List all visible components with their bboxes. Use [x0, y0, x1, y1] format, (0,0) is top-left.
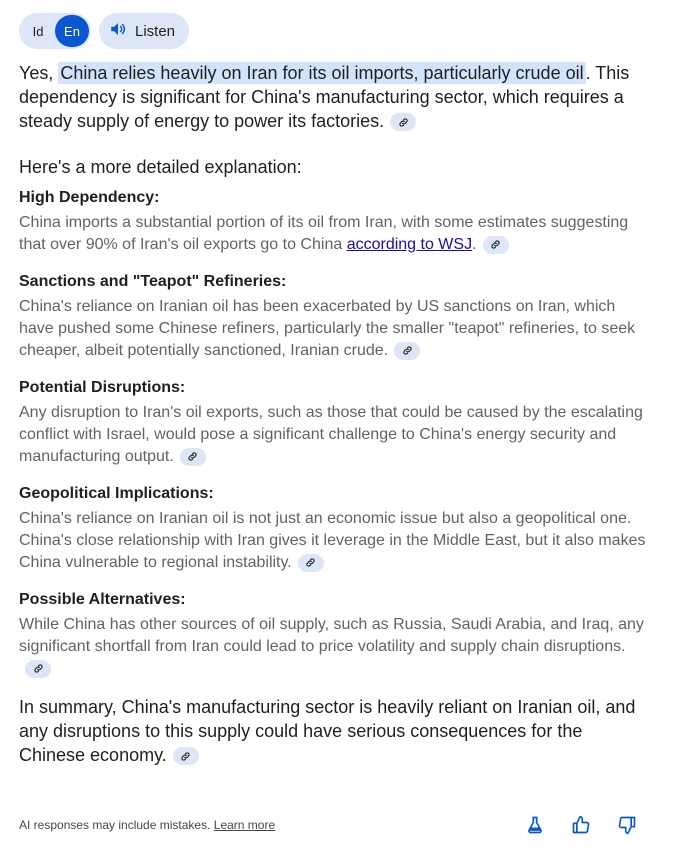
- section-body: [19, 296, 651, 362]
- section-title: Geopolitical Implications:: [19, 485, 214, 502]
- ai-answer: [19, 61, 651, 767]
- section-text-end: .: [472, 236, 477, 253]
- citation-link-icon[interactable]: [394, 342, 420, 360]
- section-text: China's reliance on Iranian oil has been exacerbated by US sanctions on Iran, which have pushed some Chinese refiners, particularly the smaller "teapot" refineries, to seek cheaper, albeit potentially sanctioned, Iranian crude.: [19, 298, 636, 359]
- citation-link-icon[interactable]: [483, 236, 509, 254]
- flask-icon[interactable]: [523, 813, 547, 837]
- section-body: [19, 508, 651, 574]
- listen-button[interactable]: [99, 13, 189, 49]
- language-toggle[interactable]: [19, 13, 91, 49]
- section-disruptions: [19, 377, 651, 468]
- source-link[interactable]: according to WSJ: [346, 236, 473, 253]
- lang-option-en[interactable]: En: [55, 15, 89, 47]
- intro-text: Here's a more detailed explanation:: [19, 157, 302, 177]
- lead-highlight: China relies heavily on Iran for its oil imports, particularly crude oil: [60, 63, 584, 83]
- thumbs-down-icon[interactable]: [615, 813, 639, 837]
- citation-link-icon[interactable]: [298, 554, 324, 572]
- section-title: Possible Alternatives:: [19, 591, 186, 608]
- section-high-dependency: [19, 187, 651, 256]
- lang-option-id[interactable]: Id: [32, 23, 44, 39]
- section-text: China imports a substantial portion of its oil from Iran, with some estimates suggesting that over 90% of Iran's oil exports go to China: [19, 214, 629, 253]
- feedback-actions: [523, 813, 639, 837]
- answer-lead: [19, 61, 651, 133]
- section-text: While China has other sources of oil supply, such as Russia, Saudi Arabia, and Iraq, any significant shortfall from Iran could lead to price volatility and supply chain disruptions.: [19, 616, 644, 655]
- section-body: [19, 212, 651, 256]
- section-alternatives: [19, 589, 651, 680]
- section-body: [19, 614, 651, 680]
- lead-prefix: Yes,: [19, 63, 59, 83]
- section-title: Sanctions and "Teapot" Refineries:: [19, 273, 287, 290]
- section-text: China's reliance on Iranian oil is not just an economic issue but also a geopolitical one. China's close relationship with Iran gives it leverage in the Middle East, but it also makes China vulnerable to regional instability.: [19, 510, 646, 571]
- section-geopolitical: [19, 483, 651, 574]
- listen-label: Listen: [135, 22, 176, 40]
- thumbs-up-icon[interactable]: [569, 813, 593, 837]
- speaker-icon: [109, 20, 127, 42]
- top-bar: [19, 13, 189, 49]
- summary-text: In summary, China's manufacturing sector is heavily reliant on Iranian oil, and any disruptions to this supply could have serious consequences for the Chinese economy.: [19, 697, 636, 765]
- answer-footer: [19, 811, 639, 839]
- section-body: [19, 402, 651, 468]
- disclaimer: [19, 818, 275, 832]
- citation-link-icon[interactable]: [173, 747, 199, 765]
- lead-suffix: . This dependency is significant for China's manufacturing sector, which requires a steady supply of energy to power its factories.: [19, 63, 630, 131]
- answer-summary: [19, 695, 651, 767]
- citation-link-icon[interactable]: [25, 660, 51, 678]
- citation-link-icon[interactable]: [390, 113, 416, 131]
- section-title: Potential Disruptions:: [19, 379, 186, 396]
- section-title: High Dependency:: [19, 189, 160, 206]
- citation-link-icon[interactable]: [180, 448, 206, 466]
- learn-more-link[interactable]: Learn more: [213, 818, 276, 832]
- section-sanctions: [19, 271, 651, 362]
- section-text: Any disruption to Iran's oil exports, such as those that could be caused by the escalating conflict with Israel, would pose a significant challenge to China's energy security and manufacturing output.: [19, 404, 643, 465]
- disclaimer-text: AI responses may include mistakes.: [19, 818, 211, 832]
